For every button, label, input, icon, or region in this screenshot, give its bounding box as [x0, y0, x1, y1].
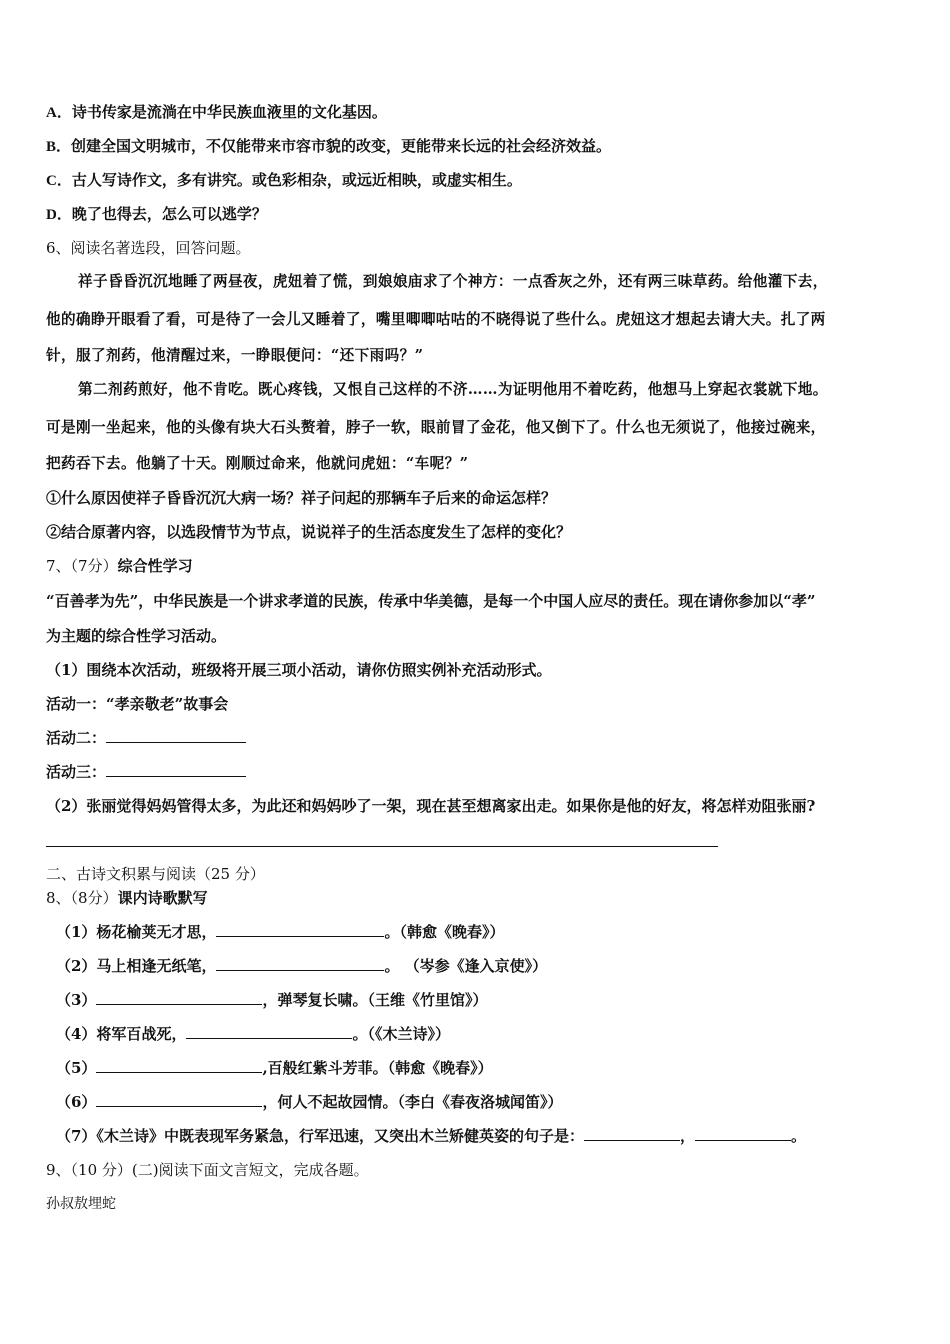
- option-letter: D．: [46, 207, 72, 223]
- item-suffix: ,百般红紫斗芳菲。（韩愈《晚春》）: [262, 1059, 493, 1077]
- answer-blank[interactable]: [216, 956, 384, 971]
- item-prefix: （6）: [56, 1093, 97, 1111]
- question-score: （8分）: [70, 889, 118, 907]
- activity-3: [46, 762, 246, 782]
- item-suffix: 。: [790, 1127, 806, 1145]
- question-number: 9、: [46, 1161, 71, 1179]
- item-prefix: （2）马上相逢无纸笔，: [56, 957, 217, 975]
- question-7-intro: “百善孝为先”，中华民族是一个讲求孝道的民族，传承中华美德，是每一个中国人应尽的责任。现在请你参加以“孝”: [46, 592, 816, 610]
- item-prefix: （1）杨花榆荚无才思，: [56, 923, 217, 941]
- question-6-sub-2: ②结合原著内容，以选段情节为节点，说说祥子的生活态度发生了怎样的变化？: [46, 523, 572, 541]
- question-title: 课内诗歌默写: [117, 889, 208, 907]
- answer-line: [46, 832, 718, 852]
- option-text: 诗书传家是流淌在中华民族血液里的文化基因。: [71, 103, 387, 121]
- answer-blank[interactable]: [216, 922, 384, 937]
- answer-blank[interactable]: [106, 728, 246, 743]
- passage-line: 把药吞下去。他躺了十天。刚顺过命来，他就问虎妞：“车呢？”: [46, 455, 469, 472]
- question-title: (二)阅读下面文言短文，完成各题。: [131, 1161, 369, 1179]
- passage-line: 第二剂药煎好，他不肯吃。既心疼钱，又恨自己这样的不济……为证明他用不着吃药，他想马上穿起衣裳就下地。: [78, 381, 828, 398]
- answer-blank[interactable]: [96, 1092, 262, 1107]
- item-prefix: （5）: [56, 1059, 97, 1077]
- passage-line: 他的确睁开眼看了看，可是待了一会儿又睡着了，嘴里唧唧咕咕的不晓得说了些什么。虎妞这才想起去请大夫。扎了两: [46, 311, 826, 328]
- option-d: [46, 204, 267, 225]
- activity-2: [46, 728, 246, 748]
- passage-line: 祥子昏昏沉沉地睡了两昼夜，虎妞着了慌，到娘娘庙求了个神方：一点香灰之外，还有两三味草药。给他灌下去，: [78, 273, 828, 290]
- question-score: （10 分）: [70, 1161, 132, 1179]
- question-7-part-1: （1）围绕本次活动，班级将开展三项小活动，请你仿照实例补充活动形式。: [46, 661, 552, 679]
- recitation-item-3: [56, 990, 487, 1010]
- recitation-item-7: [56, 1126, 806, 1146]
- question-score: （7分）: [70, 557, 118, 575]
- item-separator: ，: [679, 1127, 695, 1145]
- option-text: 创建全国文明城市，不仅能带来市容市貌的改变，更能带来长远的社会经济效益。: [71, 137, 612, 155]
- option-c: [46, 170, 522, 191]
- option-letter: B．: [46, 139, 72, 155]
- question-number: 7、: [46, 557, 71, 575]
- recitation-item-2: [56, 956, 547, 976]
- question-9-heading: [46, 1160, 369, 1180]
- option-a: [46, 102, 387, 123]
- item-suffix: ，弹琴复长啸。（王维《竹里馆》）: [262, 991, 488, 1009]
- answer-blank[interactable]: [96, 990, 262, 1005]
- question-7-intro: 为主题的综合性学习活动。: [46, 627, 227, 645]
- answer-blank[interactable]: [46, 832, 718, 847]
- activity-1: 活动一：“孝亲敬老”故事会: [46, 695, 229, 713]
- passage-title: 孙叔敖埋蛇: [46, 1196, 116, 1212]
- passage-line: 可是刚一坐起来，他的头像有块大石头赘着，脖子一软，眼前冒了金花，他又倒下了。什么也无须说了，他接过碗来，: [46, 419, 826, 436]
- option-letter: A．: [46, 105, 72, 121]
- option-text: 古人写诗作文，多有讲究。或色彩相杂，或远近相映，或虚实相生。: [71, 171, 522, 189]
- option-text: 晚了也得去，怎么可以逃学？: [71, 205, 267, 223]
- question-6-heading: 6、阅读名著选段，回答问题。: [46, 239, 251, 257]
- question-7-part-2: （2）张丽觉得妈妈管得太多，为此还和妈妈吵了一架，现在甚至想离家出走。如果你是他的好友，将怎样劝阻张丽?: [46, 797, 816, 815]
- question-number: 8、: [46, 889, 71, 907]
- recitation-item-6: [56, 1092, 562, 1112]
- item-prefix: （3）: [56, 991, 97, 1009]
- answer-blank[interactable]: [695, 1126, 791, 1141]
- item-suffix: 。（《木兰诗》）: [352, 1025, 450, 1043]
- answer-blank[interactable]: [186, 1024, 352, 1039]
- section-2-heading: 二、古诗文积累与阅读（25 分）: [46, 865, 265, 883]
- item-prefix: （4）将军百战死，: [56, 1025, 187, 1043]
- passage-line: 针，服了剂药，他清醒过来，一睁眼便问：“还下雨吗？”: [46, 347, 424, 364]
- question-6-sub-1: ①什么原因使祥子昏昏沉沉大病一场？祥子问起的那辆车子后来的命运怎样？: [46, 489, 557, 507]
- answer-blank[interactable]: [96, 1058, 262, 1073]
- activity-label: 活动二：: [46, 729, 107, 747]
- question-8-heading: [46, 888, 208, 908]
- option-letter: C．: [46, 173, 72, 189]
- item-prefix: （7）《木兰诗》中既表现军务紧急，行军迅速，又突出木兰矫健英姿的句子是：: [56, 1127, 584, 1145]
- recitation-item-4: [56, 1024, 450, 1044]
- item-suffix: 。 （岑参《逢入京使》）: [384, 957, 548, 975]
- recitation-item-5: [56, 1058, 493, 1078]
- activity-label: 活动三：: [46, 763, 107, 781]
- recitation-item-1: [56, 922, 504, 942]
- question-title: 综合性学习: [117, 557, 193, 575]
- answer-blank[interactable]: [584, 1126, 680, 1141]
- item-suffix: ，何人不起故园情。（李白《春夜洛城闻笛》）: [262, 1093, 563, 1111]
- question-7-heading: [46, 556, 193, 576]
- item-suffix: 。（韩愈《晚春》）: [384, 923, 505, 941]
- option-b: [46, 136, 611, 157]
- answer-blank[interactable]: [106, 762, 246, 777]
